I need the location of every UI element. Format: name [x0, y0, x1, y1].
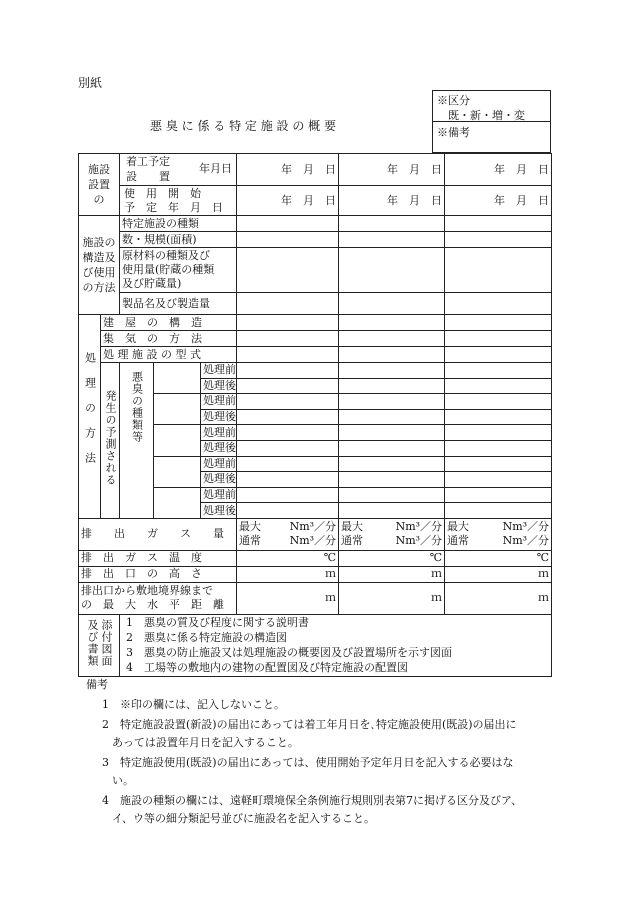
scale-cell-3[interactable]	[445, 232, 552, 248]
odor-value-cell[interactable]	[445, 425, 552, 441]
odor-value-cell[interactable]	[445, 363, 552, 379]
scale-cell-2[interactable]	[339, 232, 445, 248]
building-cell-3[interactable]	[445, 315, 552, 331]
attachment-label: 別紙	[78, 76, 103, 90]
odor-name-cell-3[interactable]	[154, 425, 201, 456]
odor-value-cell[interactable]	[237, 456, 339, 472]
collection-cell-3[interactable]	[445, 331, 552, 347]
products-cell-2[interactable]	[339, 293, 445, 315]
collection-cell-1[interactable]	[237, 331, 339, 347]
odor-value-cell[interactable]	[339, 456, 445, 472]
structure-group-label: 施設の構造及び使用の方法	[79, 216, 120, 315]
start-install-date-3[interactable]: 年 月 日	[445, 154, 552, 186]
odor-value-cell[interactable]	[237, 425, 339, 441]
note-item: あっては設置年月日を記入すること。	[112, 736, 299, 749]
odor-value-cell[interactable]	[445, 409, 552, 425]
kind-cell-1[interactable]	[237, 216, 339, 232]
before-label: 処理前	[201, 487, 237, 503]
odor-value-cell[interactable]	[237, 394, 339, 410]
category-label: ※区分	[437, 94, 470, 107]
odor-value-cell[interactable]	[339, 378, 445, 394]
odor-value-cell[interactable]	[339, 425, 445, 441]
page-title: 悪 臭 に 係 る 特 定 施 設 の 概 要	[150, 119, 336, 133]
after-label: 処理後	[201, 378, 237, 394]
installation-group-label: 施設設置の	[79, 154, 120, 216]
expected-group-label: 発生の予測される	[101, 363, 120, 519]
odor-value-cell[interactable]	[445, 378, 552, 394]
outlet-height-cell-3[interactable]: ｍ	[445, 566, 552, 582]
attach-group-label: 及び書類添付図面	[79, 614, 120, 676]
start-use-date-2[interactable]: 年 月 日	[339, 186, 445, 216]
start-install-label: 着工予定 設 置 年月日	[120, 154, 237, 186]
kind-cell-2[interactable]	[339, 216, 445, 232]
note-item: 2 特定施設設置(新設)の届出にあっては着工年月日を､特定施設使用(既設)の届出に	[102, 718, 517, 731]
odor-value-cell[interactable]	[445, 456, 552, 472]
odor-value-cell[interactable]	[339, 472, 445, 488]
notes-heading: 備考	[86, 678, 108, 691]
before-label: 処理前	[201, 425, 237, 441]
odor-name-cell-1[interactable]	[154, 363, 201, 394]
distance-label: 排出口から敷地境界線まで の 最 大 水 平 距 離	[79, 582, 237, 614]
odor-value-cell[interactable]	[339, 487, 445, 503]
before-label: 処理前	[201, 456, 237, 472]
exhaust-temp-cell-1[interactable]: ℃	[237, 550, 339, 566]
building-label: 建 屋 の 構 造	[101, 315, 237, 331]
odor-name-cell-2[interactable]	[154, 394, 201, 425]
scale-cell-1[interactable]	[237, 232, 339, 248]
odor-value-cell[interactable]	[339, 363, 445, 379]
note-item: 3 特定施設使用(既設)の届出にあっては、使用開始予定年月日を記入する必要はな	[102, 756, 514, 769]
start-use-date-3[interactable]: 年 月 日	[445, 186, 552, 216]
odor-value-cell[interactable]	[445, 440, 552, 456]
kind-cell-3[interactable]	[445, 216, 552, 232]
odor-value-cell[interactable]	[339, 503, 445, 519]
distance-cell-2[interactable]: ｍ	[339, 582, 445, 614]
note-item: イ、ウ等の細分類記号並びに施設名を記入すること。	[112, 812, 376, 825]
products-label: 製品名及び製造量	[120, 293, 237, 315]
after-label: 処理後	[201, 472, 237, 488]
materials-cell-3[interactable]	[445, 248, 552, 293]
treatment-group-label: 処理の方法	[79, 315, 101, 519]
before-label: 処理前	[201, 363, 237, 379]
attachments-list	[120, 614, 552, 676]
facility-type-label: 処 理 施 設 の 型 式	[101, 347, 237, 363]
odor-group-label: 悪臭の種類等	[120, 363, 154, 519]
note-item: 1 ※印の欄には、記入しないこと。	[102, 698, 285, 711]
facility-type-cell-3[interactable]	[445, 347, 552, 363]
exhaust-volume-cell-2[interactable]: 最大 Nm³／分 通常 Nm³／分	[339, 518, 445, 550]
building-cell-1[interactable]	[237, 315, 339, 331]
odor-value-cell[interactable]	[339, 409, 445, 425]
odor-value-cell[interactable]	[237, 487, 339, 503]
odor-value-cell[interactable]	[339, 394, 445, 410]
odor-value-cell[interactable]	[445, 487, 552, 503]
before-label: 処理前	[201, 394, 237, 410]
start-use-label: 使 用 開 始 予 定 年 月 日	[120, 186, 237, 216]
start-install-date-2[interactable]: 年 月 日	[339, 154, 445, 186]
distance-cell-3[interactable]: ｍ	[445, 582, 552, 614]
odor-value-cell[interactable]	[237, 503, 339, 519]
attachment-item: 3 悪臭の防止施設又は処理施設の概要図及び設置場所を示す図面	[126, 645, 452, 659]
products-cell-1[interactable]	[237, 293, 339, 315]
odor-value-cell[interactable]	[237, 409, 339, 425]
note-item: い。	[112, 774, 134, 787]
note-item: 4 施設の種類の欄には、遠軽町環境保全条例施行規則別表第7に掲げる区分及びア、	[102, 794, 523, 807]
exhaust-volume-cell-1[interactable]: 最大 Nm³／分 通常 Nm³／分	[237, 518, 339, 550]
odor-value-cell[interactable]	[339, 440, 445, 456]
attachment-item: 4 工場等の敷地内の建物の配置図及び特定施設の配置図	[126, 660, 408, 674]
category-options: 既・新・増・変	[448, 109, 525, 122]
after-label: 処理後	[201, 440, 237, 456]
odor-value-cell[interactable]	[237, 363, 339, 379]
odor-value-cell[interactable]	[445, 394, 552, 410]
collection-cell-2[interactable]	[339, 331, 445, 347]
facility-table	[78, 153, 552, 677]
outlet-height-cell-2[interactable]: ｍ	[339, 566, 445, 582]
materials-cell-1[interactable]	[237, 248, 339, 293]
odor-value-cell[interactable]	[445, 503, 552, 519]
materials-label: 原材料の種類及び 使用量(貯蔵の種類 及び貯蔵量)	[120, 248, 237, 293]
exhaust-volume-label: 排 出 ガ ス 量	[79, 518, 237, 550]
collection-label: 集 気 の 方 法	[101, 331, 237, 347]
exhaust-temp-cell-3[interactable]: ℃	[445, 550, 552, 566]
building-cell-2[interactable]	[339, 315, 445, 331]
distance-cell-1[interactable]: ｍ	[237, 582, 339, 614]
facility-type-cell-2[interactable]	[339, 347, 445, 363]
odor-name-cell-5[interactable]	[154, 487, 201, 518]
outlet-height-label: 排 出 口 の 高 さ	[79, 566, 237, 582]
exhaust-volume-cell-3[interactable]: 最大 Nm³／分 通常 Nm³／分	[445, 518, 552, 550]
scale-label: 数・規模(面積)	[120, 232, 237, 248]
exhaust-temp-cell-2[interactable]: ℃	[339, 550, 445, 566]
start-install-date-1[interactable]: 年 月 日	[237, 154, 339, 186]
after-label: 処理後	[201, 409, 237, 425]
attachment-item: 1 悪臭の質及び程度に関する説明書	[126, 615, 309, 629]
products-cell-3[interactable]	[445, 293, 552, 315]
kind-label: 特定施設の種類	[120, 216, 237, 232]
exhaust-temp-label: 排 出 ガ ス 温 度	[79, 550, 237, 566]
odor-name-cell-4[interactable]	[154, 456, 201, 487]
attachment-item: 2 悪臭に係る特定施設の構造図	[126, 630, 287, 644]
remarks-label: ※備考	[437, 126, 470, 139]
materials-cell-2[interactable]	[339, 248, 445, 293]
start-use-date-1[interactable]: 年 月 日	[237, 186, 339, 216]
outlet-height-cell-1[interactable]: ｍ	[237, 566, 339, 582]
odor-value-cell[interactable]	[237, 472, 339, 488]
odor-value-cell[interactable]	[237, 440, 339, 456]
facility-type-cell-1[interactable]	[237, 347, 339, 363]
after-label: 処理後	[201, 503, 237, 519]
odor-value-cell[interactable]	[445, 472, 552, 488]
odor-value-cell[interactable]	[237, 378, 339, 394]
